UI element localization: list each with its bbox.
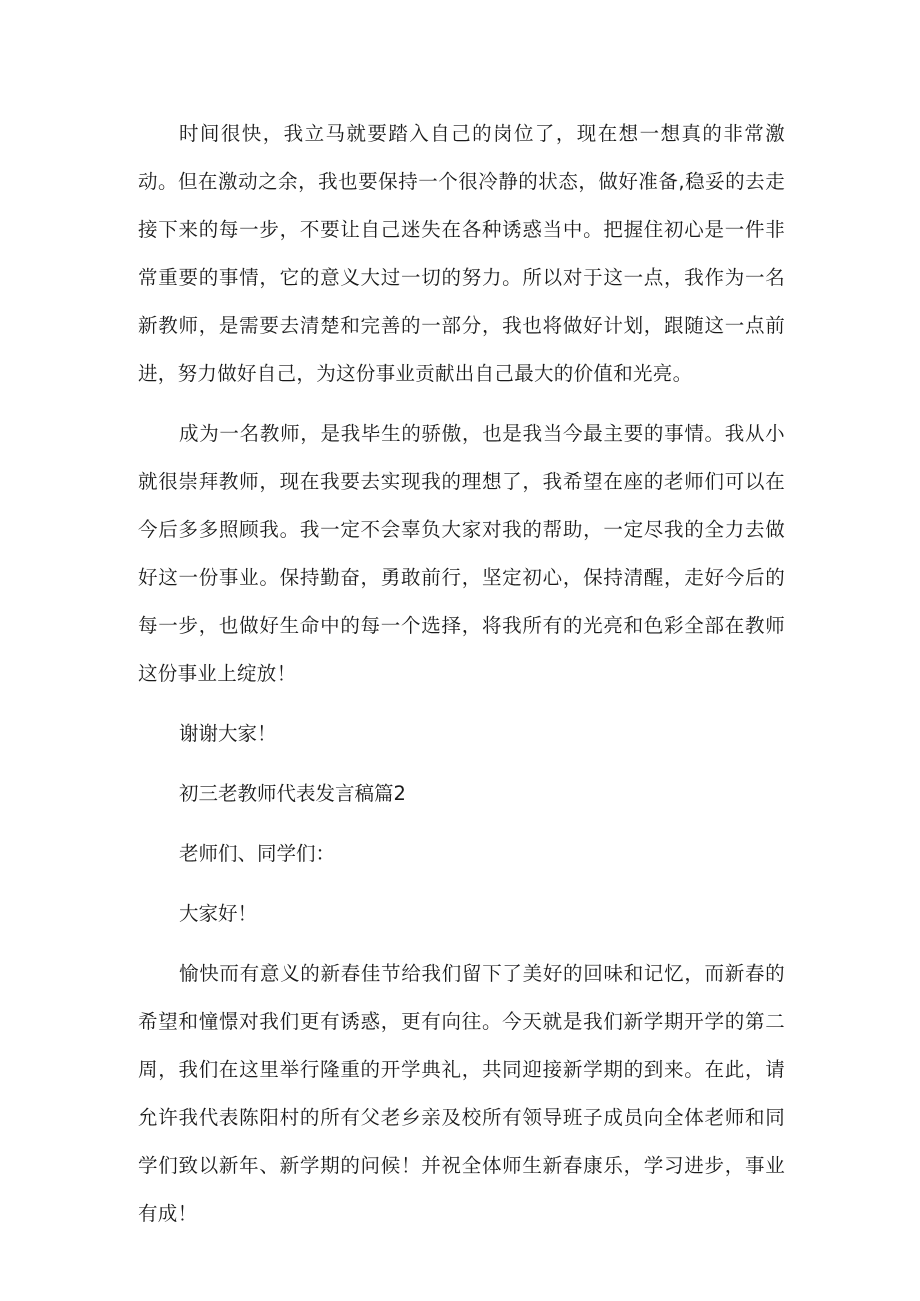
paragraph-3: 愉快而有意义的新春佳节给我们留下了美好的回味和记忆，而新春的希望和憧憬对我们更有诱惑，更有向往。今天就是我们新学期开学的第二周，我们在这里举行隆重的开学典礼，共同迎接新学期的到来。在此，请允许我代表陈阳村的所有父老乡亲及校所有领导班子成员向全体老师和同学们致以新年、新学期的问候！并祝全体师生新春康乐，学习进步，事业有成！ [138, 962, 785, 1225]
paragraph-1: 时间很快，我立马就要踏入自己的岗位了，现在想一想真的非常激动。但在激动之余，我也要保持一个很冷静的状态，做好准备,稳妥的去走接下来的每一步，不要让自己迷失在各种诱惑当中。把握住初心是一件非常重要的事情，它的意义大过一切的努力。所以对于这一点，我作为一名新教师，是需要去清楚和完善的一部分，我也将做好计划，跟随这一点前进，努力做好自己，为这份事业贡献出自己最大的价值和光亮。 [138, 122, 785, 385]
document-page [138, 110, 785, 1250]
paragraph-2: 成为一名教师，是我毕生的骄傲，也是我当今最主要的事情。我从小就很崇拜教师，现在我要去实现我的理想了，我希望在座的老师们可以在今后多多照顾我。我一定不会辜负大家对我的帮助，一定尽我的全力去做好这一份事业。保持勤奋，勇敢前行，坚定初心，保持清醒，走好今后的每一步，也做好生命中的每一个选择，将我所有的光亮和色彩全部在教师这份事业上绽放！ [138, 422, 785, 685]
section-title: 初三老教师代表发言稿篇2 [179, 782, 406, 805]
salutation-line: 老师们、同学们： [179, 842, 336, 865]
greeting-line: 大家好！ [179, 902, 258, 925]
thanks-line: 谢谢大家！ [179, 722, 277, 745]
